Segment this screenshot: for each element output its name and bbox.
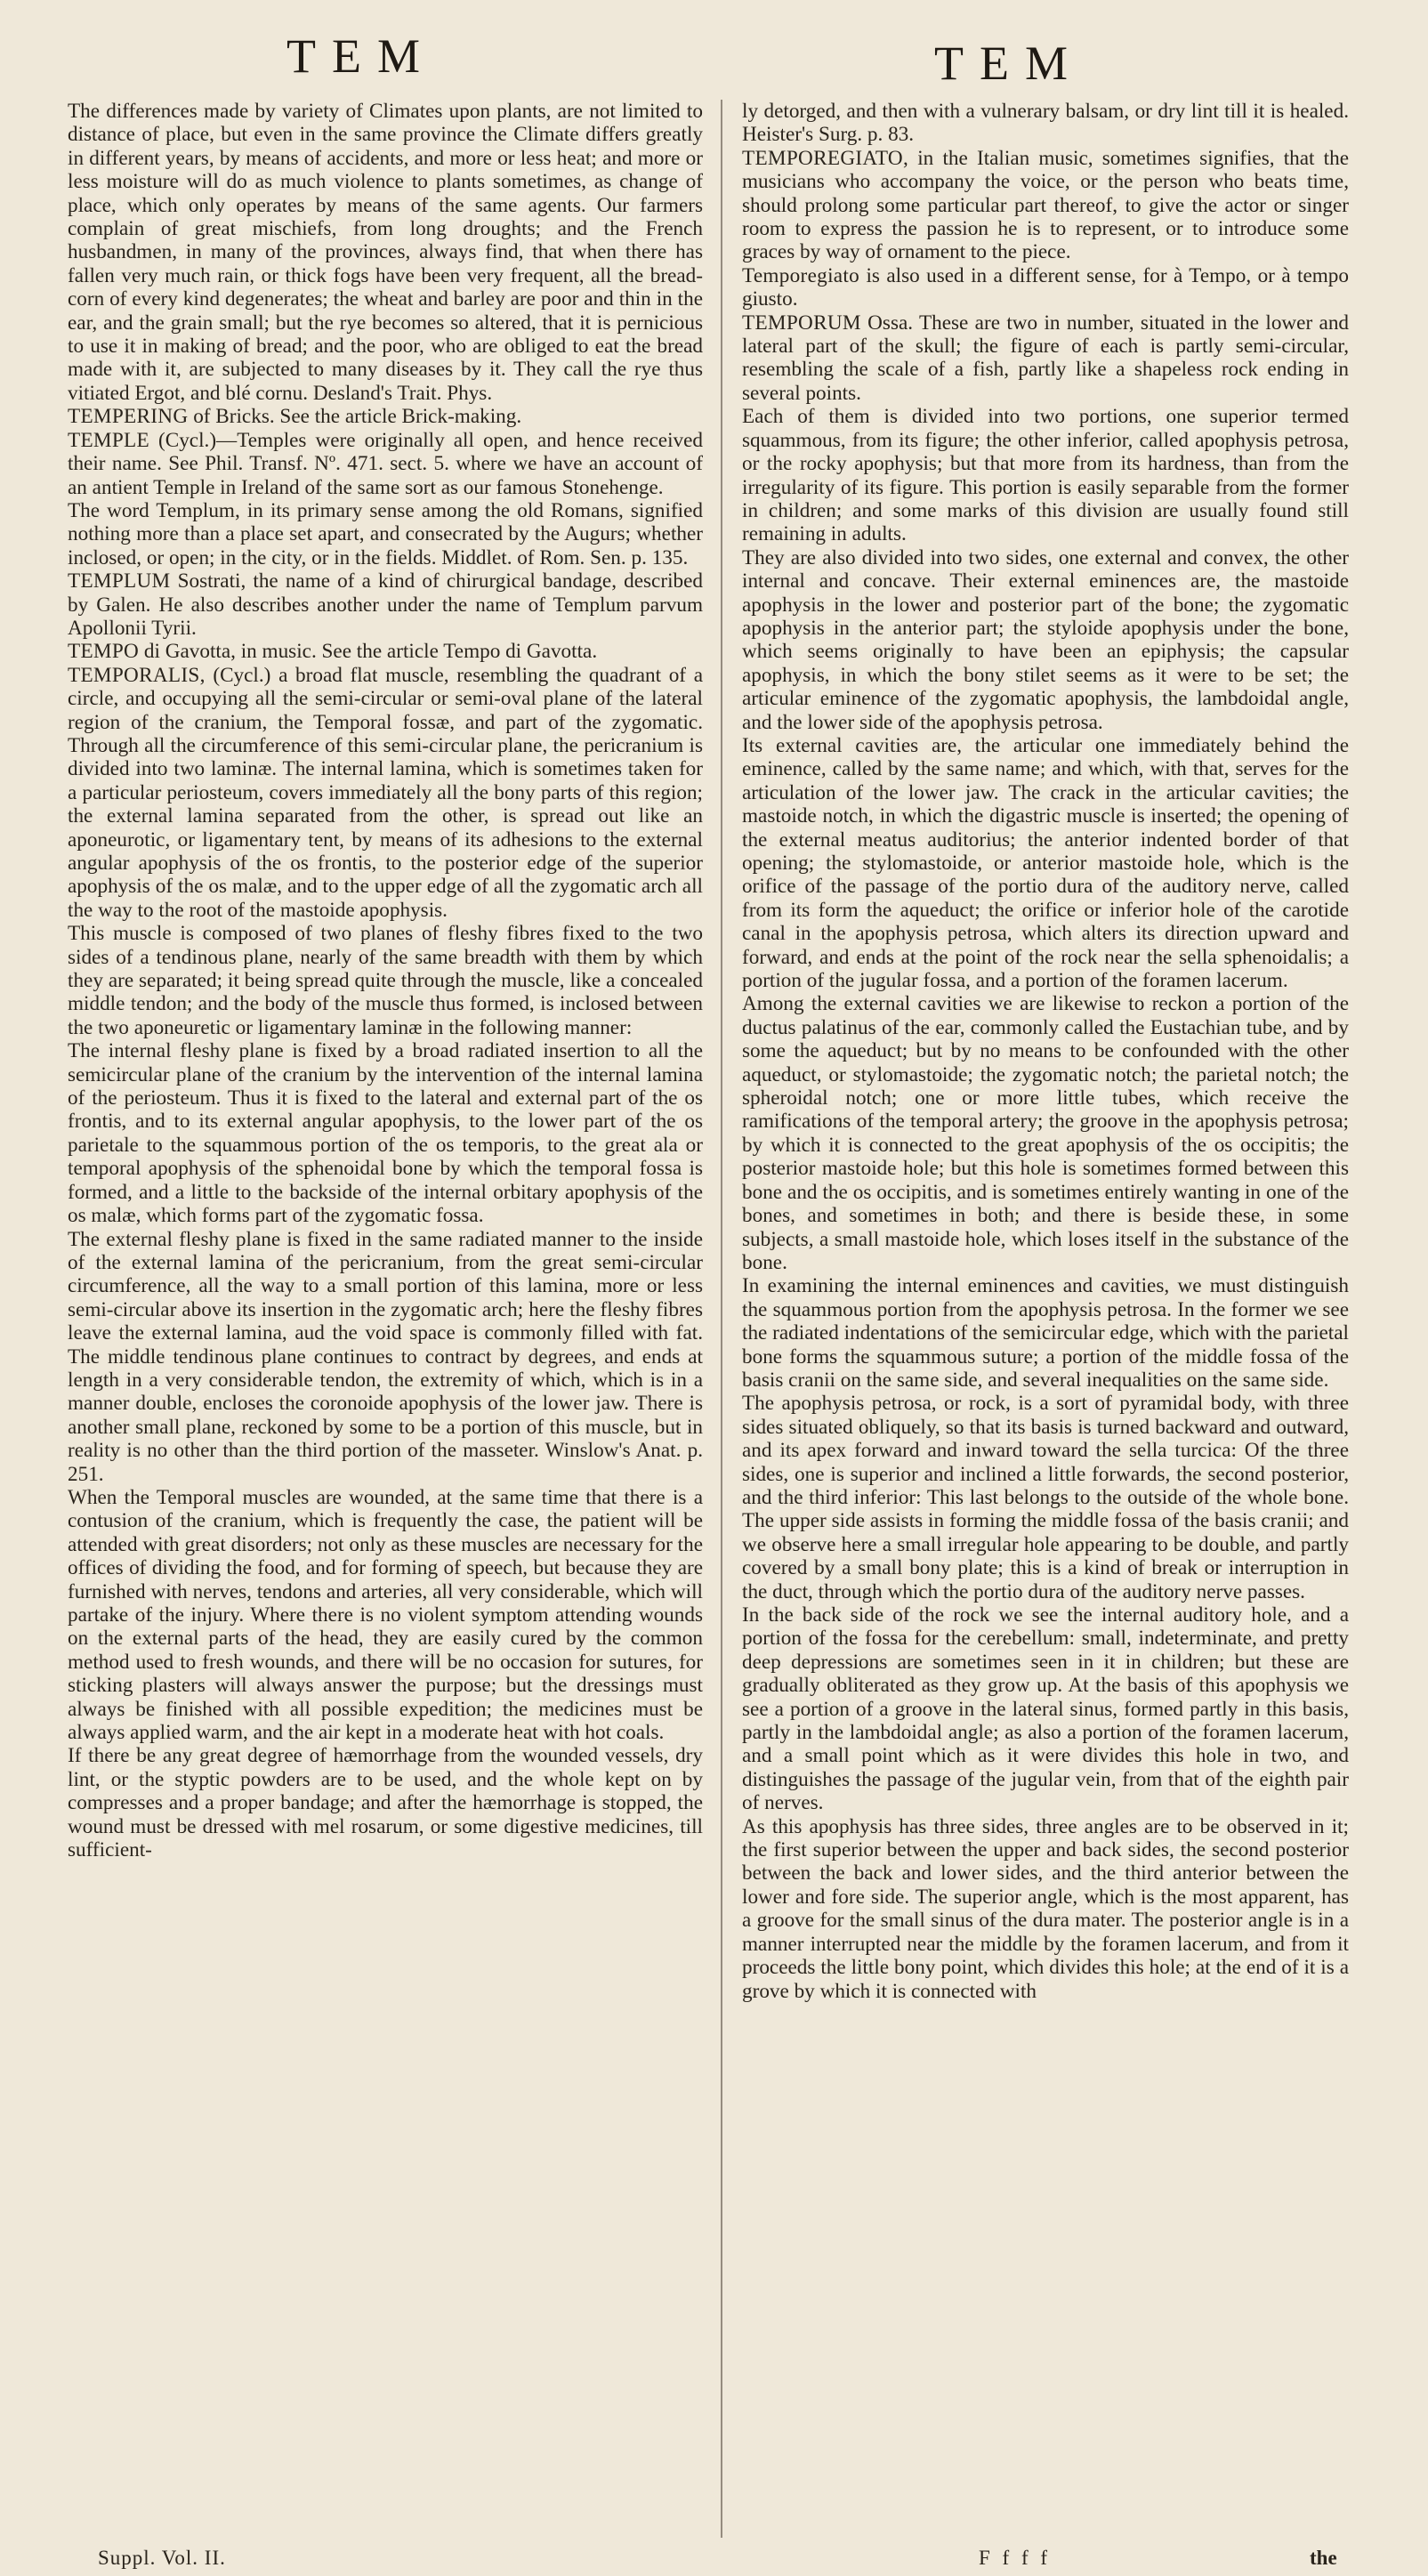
entry-headword: TEMPORUM (742, 311, 861, 335)
entry-text: (Cycl.) a broad flat muscle, resembling the quadrant of a circle, and occupying all the semi-circular or semi-oval plane of the lateral region of the cranium, the Temporal fossæ, and part of the zygomatic. Through all the circumference of this semi-circular plane, the pericranium is divided into two laminæ. The internal lamina, which is sometimes taken for a particular periosteum, covers immediately all the bony parts of this region; the external lamina separated from the other, is spread out like an aponeurotic, or ligamentary tent, by means of its adhesions to the external angular apophysis of the os frontis, to the posterior edge of the superior apophysis of the os malæ, and to the upper edge of all the zygomatic arch all the way to the root of the mastoide apophysis. (68, 663, 703, 922)
paragraph: If there be any great degree of hæmorrhage from the wounded vessels, dry lint, or the styptic powders are to be used, and the whole kept on by compresses and a proper bandage; and after the hæmorrhage is stopped, the wound must be dressed with mel rosarum, or some digestive medicines, till sufficient- (68, 1744, 703, 1862)
paragraph: As this apophysis has three sides, three angles are to be observed in it; the first superior between the upper and back sides, the second posterior between the back and lower sides, and the third anterior between the lower and fore side. The superior angle, which is the most apparent, has a groove for the small sinus of the dura mater. The posterior angle is in a manner interrupted near the middle by the foramen lacerum, and from it proceeds the little bony point, which divides this hole; at the end of it is a grove by which it is connected with (742, 1814, 1349, 2003)
column-rule (721, 100, 722, 2538)
entry-text: (Cycl.)—Temples were originally all open, and hence received their name. See Phil. Transf. Nº. 471. sect. 5. where we have an account of an antient Temple in Ireland of the same sort as our famous Stonehenge. (68, 428, 703, 499)
volume-footer: Suppl. Vol. II. (98, 2547, 226, 2569)
entry-headword: TEMPORALIS, (68, 663, 206, 687)
right-column (742, 100, 1349, 2003)
entry-text: Ossa. These are two in number, situated in the lower and lateral part of the skull; the figure of each is partly semi-circular, resembling the scale of a fish, partly like a shapeless rock ending in several points. (742, 311, 1349, 405)
signature-mark: F f f f (979, 2547, 1052, 2569)
paragraph: In the back side of the rock we see the internal auditory hole, and a portion of the fossa for the cerebellum: small, indeterminate, and pretty deep depressions are sometimes seen in it in children; but these are gradually obliterated as they grow up. At the basis of this apophysis we see a portion of a groove in the lateral sinus, formed partly in this basis, partly in the lambdoidal angle; as also a portion of the foramen lacerum, and a small point which as it were divides this hole in two, and distinguishes the passage of the jugular vein, from that of the eighth pair of nerves. (742, 1603, 1349, 1815)
paragraph: In examining the internal eminences and cavities, we must distinguish the squammous portion from the apophysis petrosa. In the former we see the radiated indentations of the semicircular edge, which with the parietal bone forms the squammous suture; a portion of the middle fossa of the basis cranii on the same side, and several inequalities on the same side. (742, 1274, 1349, 1392)
entry-text: in the Italian music, sometimes signifies, that the musicians who accompany the voice, or the person who beats time, should prolong some particular part thereof, to give the actor or singer room to express the passion he is to represent, or to introduce some graces by way of ornament to the piece. (742, 146, 1349, 264)
entry-text: Sostrati, the name of a kind of chirurgical bandage, described by Galen. He also describes another under the name of Templum parvum Apollonii Tyrii. (68, 569, 703, 640)
left-column (68, 100, 703, 1861)
entry-headword: TEMPOREGIATO, (742, 146, 909, 170)
dictionary-entry (68, 429, 703, 499)
paragraph: Its external cavities are, the articular one immediately behind the eminence, called by the same name; and which, with that, serves for the articulation of the lower jaw. The crack in the articular cavities; the mastoide notch, in which the digastric muscle is inserted; the opening of the external meatus auditorius; the anterior indented border of that opening; the stylomastoide, or anterior mastoide hole, which is the orifice of the passage of the portio dura of the auditory nerve, called from its form the aqueduct; the orifice or inferior hole of the carotide canal in the apophysis petrosa, which alters its direction upward and forward, and ends at the point of the rock near the sella sphenoidalis; a portion of the jugular fossa, and a portion of the foramen lacerum. (742, 733, 1349, 993)
paragraph: Among the external cavities we are likewise to reckon a portion of the ductus palatinus of the ear, commonly called the Eustachian tube, and by some the aqueduct; but by no means to be confounded with the other aqueduct, or stylomastoide; the zygomatic notch; the parietal notch; the spheroidal notch; one or more little tubes, which receive the ramifications of the temporal artery; the groove in the apophysis petrosa; by which it is connected to the great apophysis of the os occipitis; the posterior mastoide hole; but this hole is sometimes formed between this bone and the os occipitis, and is sometimes entirely wanting in one of the bones, and sometimes in both; and there is beside these, in some subjects, a small mastoide hole, which loses itself in the substance of the bone. (742, 992, 1349, 1274)
catchword: the (1310, 2547, 1337, 2569)
entry-text: is also used in a different sense, for à Tempo, or à tempo giusto. (742, 263, 1349, 311)
paragraph: This muscle is composed of two planes of fleshy fibres fixed to the two sides of a tendinous plane, nearly of the same breadth with them by which they are separated; it being spread quite through the muscle, like a concealed middle tendon; and the body of the muscle thus formed, is inclosed between the two aponeuretic or ligamentary laminæ in the following manner: (68, 922, 703, 1039)
paragraph: ly detorged, and then with a vulnerary balsam, or dry lint till it is healed. Heister's Surg. p. 83. (742, 100, 1349, 147)
running-head-right: TEM (934, 36, 1084, 90)
dictionary-entry (742, 311, 1349, 406)
dictionary-entry (68, 569, 703, 640)
entry-headword: TEMPLUM (68, 569, 171, 594)
paragraph: Each of them is divided into two portions, one superior termed squammous, from its figure; the other inferior, called apophysis petrosa, or the rocky apophysis; but that more from its hardness, than from the irregularity of its figure. This portion is easily separable from the former in children; and some marks of this division are usually found still remaining in adults. (742, 405, 1349, 546)
entry-text: of Bricks. See the article Brick-making. (188, 405, 522, 429)
running-head-left: TEM (286, 29, 436, 83)
dictionary-entry (742, 264, 1349, 311)
paragraph: When the Temporal muscles are wounded, at the same time that there is a contusion of the cranium, which is frequently the case, the patient will be attended with great disorders; not only as these muscles are necessary for the offices of dividing the food, and for forming of speech, but because they are furnished with nerves, tendons and arteries, all very considerable, which will partake of the injury. Where there is no violent symptom attending wounds on the external parts of the head, they are easily cured by the common method used to fresh wounds, and there will be no occasion for sutures, for sticking plasters will always answer the purpose; but the dressings must always be finished with all possible expedition; the medicines must be always applied warm, and the air kept in a moderate heat with hot coals. (68, 1485, 703, 1745)
entry-headword: TEMPERING (68, 405, 189, 429)
paragraph: The word Templum, in its primary sense among the old Romans, signified nothing more than a place set apart, and consecrated by the Augurs; whether inclosed, or open; in the city, or in the fields. Middlet. of Rom. Sen. p. 135. (68, 498, 703, 569)
dictionary-entry (68, 405, 703, 428)
entry-headword: TEMPLE (68, 428, 149, 452)
paragraph: The external fleshy plane is fixed in the same radiated manner to the inside of the external lamina of the pericranium, from the great semi-circular circumference, all the way to a small portion of this lamina, more or less semi-circular above its insertion in the zygomatic arch; here the fleshy fibres leave the external lamina, aud the void space is commonly filled with fat. The middle tendinous plane continues to contract by degrees, and ends at length in a very considerable tendon, the extremity of which, which is in a manner double, encloses the coronoide apophysis of the lower jaw. There is another small plane, reckoned by some to be a portion of this muscle, but in reality is no other than the third portion of the masseter. Winslow's Anat. p. 251. (68, 1227, 703, 1486)
paragraph: The internal fleshy plane is fixed by a broad radiated insertion to all the semicircular plane of the cranium by the intervention of the internal lamina of the periosteum. Thus it is fixed to the lateral and external part of the os frontis, and to its external angular apophysis, to the lower part of the os parietale to the squammous portion of the os temporis, to the great ala or temporal apophysis of the sphenoidal bone by which the temporal fossa is formed, and a little to the backside of the internal orbitary apophysis of the os malæ, which forms part of the zygomatic fossa. (68, 1039, 703, 1228)
paragraph: The apophysis petrosa, or rock, is a sort of pyramidal body, with three sides situated obliquely, so that its basis is turned backward and outward, and its apex forward and inward toward the sella turcica: Of the three sides, one is superior and inclined a little forwards, the second posterior, and the third inferior: This last belongs to the outside of the whole bone. The upper side assists in forming the middle fossa of the basis cranii; and we observe here a small irregular hole appearing to be double, and partly covered by a small bony plate; this is a kind of break or interruption in the duct, through which the portio dura of the auditory nerve passes. (742, 1392, 1349, 1603)
entry-headword: TEMPO (68, 640, 140, 664)
dictionary-entry (742, 147, 1349, 264)
paragraph: The differences made by variety of Climates upon plants, are not limited to distance of place, but even in the same province the Climate differs greatly in different years, by means of accidents, and more or less heat; and more or less moisture will do as much violence to plants sometimes, as change of place, which only operates by means of the same agents. Our farmers complain of great mischiefs, from long droughts; and the French husbandmen, in many of the provinces, always find, that when there has fallen very much rain, or thick fogs have been very frequent, all the bread-corn of every kind degenerates; the wheat and barley are poor and thin in the ear, and the grain small; but the rye becomes so altered, that it is pernicious to use it in making of bread; and the poor, who are obliged to eat the bread made with it, are subjected to many diseases by it. They call the rye thus vitiated Ergot, and blé cornu. Desland's Trait. Phys. (68, 100, 703, 405)
dictionary-entry (68, 664, 703, 922)
dictionary-entry (68, 640, 703, 663)
entry-text: di Gavotta, in music. See the article Tempo di Gavotta. (139, 640, 598, 664)
entry-headword: Temporegiato (742, 263, 860, 287)
paragraph: They are also divided into two sides, one external and convex, the other internal and concave. Their external eminences are, the mastoide apophysis in the lower and posterior part of the bone; the zygomatic apophysis in the anterior part; the styloide apophysis under the bone, which seems originally to have been an epiphysis; the capsular apophysis, in which the bony stilet seems as it were to be set; the articular eminence of the zygomatic apophysis, the lambdoidal angle, and the lower side of the apophysis petrosa. (742, 545, 1349, 734)
